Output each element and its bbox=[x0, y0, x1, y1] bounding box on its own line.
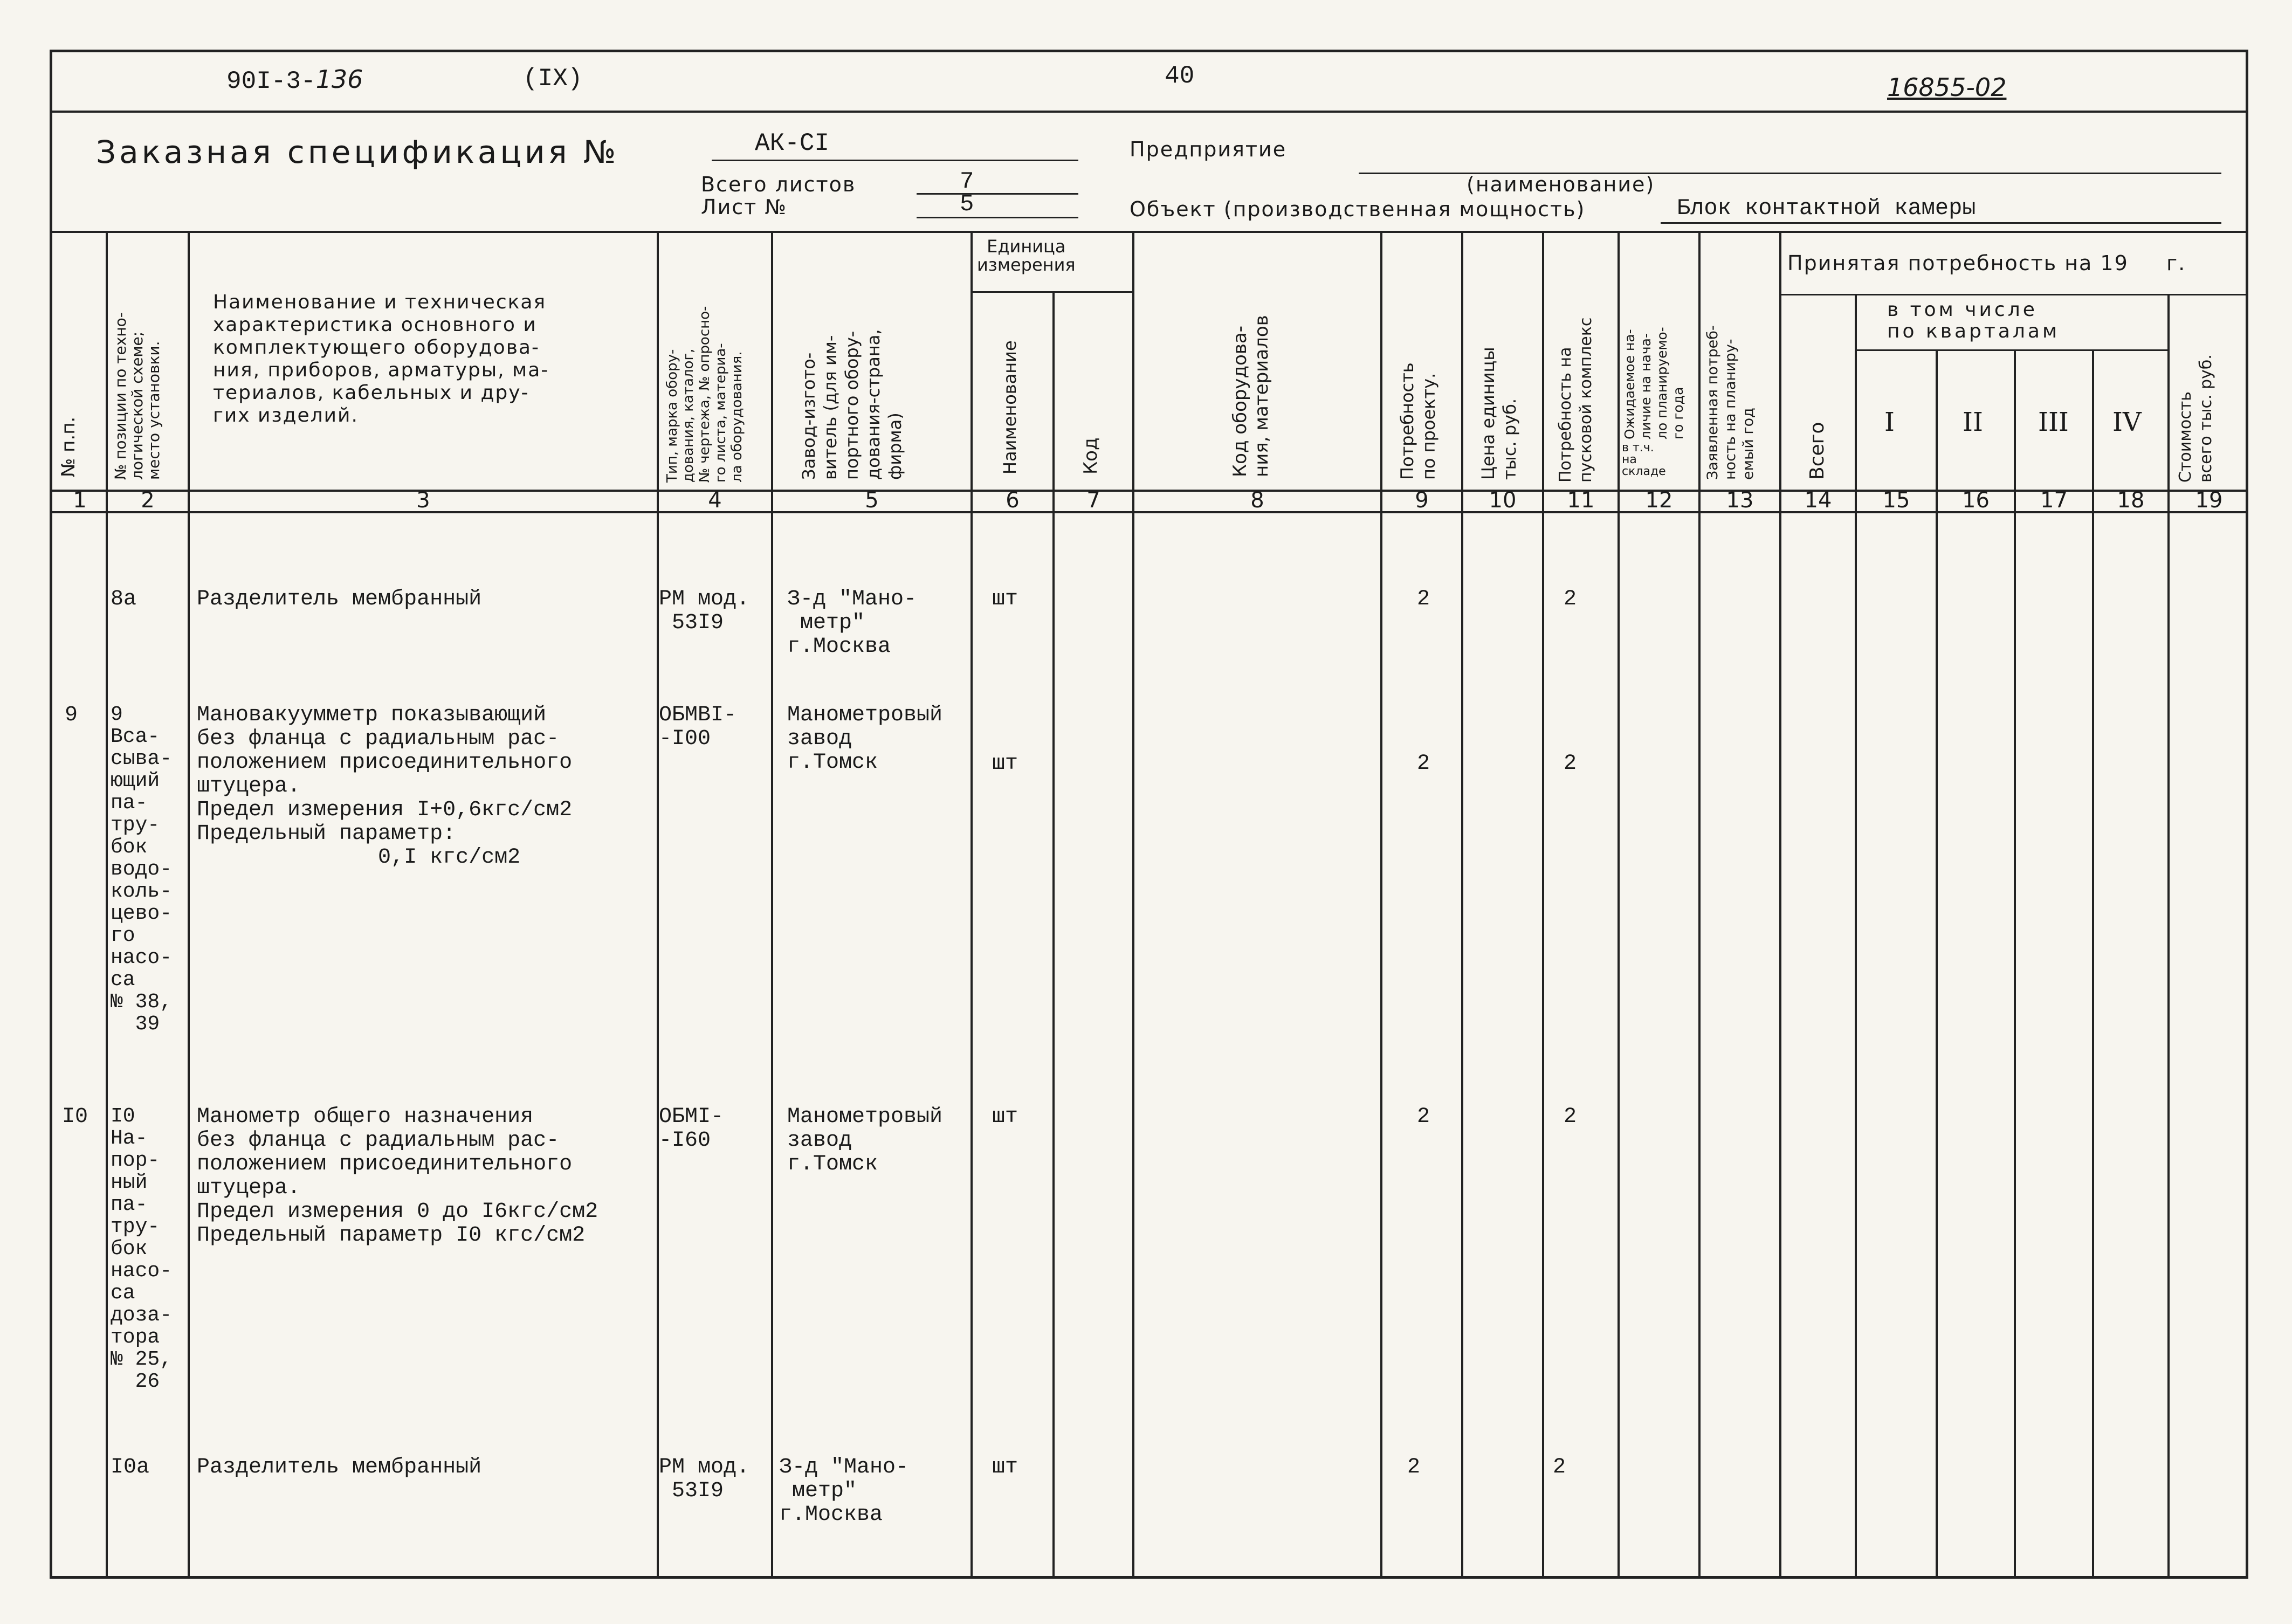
column-number: 19 bbox=[2195, 488, 2223, 513]
stamp-divider bbox=[50, 111, 2248, 113]
col-rule-3 bbox=[657, 231, 659, 1579]
col-rule-1 bbox=[106, 231, 108, 1579]
col-rule-17 bbox=[2092, 349, 2094, 1579]
table-row-3-name: Манометр общего назначения без фланца с радиальным рас- положением присоединительного штуцера. Предел измерения 0 до I6кгс/см2 Предельный параметр I0 кгс/см2 bbox=[197, 1105, 598, 1248]
object-value: Блок контактной камеры bbox=[1677, 195, 1976, 221]
sheets-total: 7 bbox=[960, 168, 974, 195]
col-rule-5 bbox=[971, 231, 973, 1579]
table-row-1-position: 8а bbox=[111, 587, 137, 611]
sheet-number-underline bbox=[917, 217, 1078, 218]
table-row-2-name: Мановакуумметр показывающий без фланца с радиальным рас- положением присоединительного штуцера. Предел измерения I+0,6кгс/см2 Предельный параметр: 0,I кгс/см2 bbox=[197, 703, 573, 870]
column-number: 3 bbox=[416, 488, 430, 513]
column-number: 4 bbox=[708, 488, 722, 513]
col-rule-9 bbox=[1461, 231, 1463, 1579]
col-rule-10 bbox=[1542, 231, 1544, 1579]
column-number: 9 bbox=[1415, 488, 1429, 513]
table-row-1-startup: 2 bbox=[1564, 587, 1577, 611]
table-top-border bbox=[50, 231, 2248, 233]
table-row-2-need: 2 bbox=[1417, 752, 1430, 776]
table-row-3-maker: Манометровый завод г.Томск bbox=[787, 1105, 943, 1176]
col-rule-16 bbox=[2014, 349, 2016, 1579]
table-row-2-unit: шт bbox=[992, 752, 1018, 776]
col-rule-18 bbox=[2167, 294, 2170, 1579]
table-row-3-unit: шт bbox=[992, 1105, 1018, 1129]
table-row-4-need: 2 bbox=[1407, 1455, 1421, 1480]
col-header-11: Потребность на пусковой комплекс bbox=[1556, 317, 1595, 483]
series-code-text: 90I-3- bbox=[226, 67, 316, 95]
table-row-1-maker: З-д "Мано- метр" г.Москва bbox=[787, 587, 917, 659]
col-header-17: III bbox=[2038, 407, 2069, 437]
accepted-divider bbox=[1779, 294, 2248, 295]
col-header-5: Завод-изгото- витель (для им- портного обору- дования-страна, фирма) bbox=[799, 329, 905, 480]
col-rule-2 bbox=[188, 231, 190, 1579]
col-header-12-sub: в т.ч. на складе bbox=[1622, 441, 1666, 478]
table-row-2-type: ОБМВI- -I00 bbox=[659, 703, 737, 751]
col-header-quarters-group: в том числе по кварталам bbox=[1887, 299, 2060, 342]
table-row-1-name: Разделитель мембранный bbox=[197, 587, 482, 611]
table-row-4-startup: 2 bbox=[1553, 1455, 1566, 1480]
col-header-8: Код оборудова- ния, материалов bbox=[1229, 315, 1272, 477]
table-row-2-maker: Манометровый завод г.Томск bbox=[787, 703, 943, 775]
table-row-2-position: 9 Вса- сыва- ющий па- тру- бок водо- коль- цево- го насо- са № 38, 39 bbox=[111, 703, 173, 1036]
col-header-16: II bbox=[1963, 407, 1983, 437]
column-number: 5 bbox=[865, 488, 879, 513]
column-number: 12 bbox=[1645, 488, 1673, 513]
column-number: 15 bbox=[1882, 488, 1910, 513]
column-number: 11 bbox=[1567, 488, 1595, 513]
table-row-1-unit: шт bbox=[992, 587, 1018, 611]
name-caption: (наименование) bbox=[1467, 173, 1655, 196]
table-row-3-need: 2 bbox=[1417, 1105, 1430, 1129]
column-number: 18 bbox=[2117, 488, 2145, 513]
col-header-9: Потребность по проекту. bbox=[1397, 362, 1439, 480]
col-header-2: № позиции по техно- логической схеме; место установки. bbox=[112, 312, 163, 480]
col-rule-14 bbox=[1855, 294, 1857, 1579]
page-number: 40 bbox=[1165, 62, 1195, 90]
sheet-number: 5 bbox=[960, 191, 974, 218]
enterprise-label: Предприятие bbox=[1130, 137, 1287, 161]
object-label: Объект (производственная мощность) bbox=[1130, 197, 1586, 221]
col-rule-11 bbox=[1618, 231, 1620, 1579]
spec-title: Заказная спецификация № bbox=[96, 134, 620, 170]
column-number: 10 bbox=[1489, 488, 1517, 513]
col-header-12: Ожидаемое на- личие на нача- ло планируемо- го года bbox=[1622, 327, 1686, 439]
table-row-3-num: I0 bbox=[62, 1105, 88, 1129]
column-number: 7 bbox=[1086, 488, 1100, 513]
col-rule-8 bbox=[1380, 231, 1382, 1579]
spec-number-underline bbox=[712, 160, 1078, 161]
column-number: 1 bbox=[73, 488, 87, 513]
object-underline bbox=[1661, 222, 2221, 224]
sheet-label: Лист № bbox=[701, 195, 787, 219]
table-row-2-startup: 2 bbox=[1564, 752, 1577, 776]
col-rule-15 bbox=[1936, 349, 1938, 1579]
col-header-10: Цена единицы тыс. руб. bbox=[1478, 347, 1520, 480]
col-header-3: Наименование и техническая характеристика основного и комплектующего оборудова- ния, приборов, арматуры, ма- териалов, кабельных и дру- гих изделий. bbox=[213, 291, 549, 426]
table-row-4-type: РМ мод. 53I9 bbox=[659, 1455, 750, 1503]
col-rule-4 bbox=[771, 231, 773, 1579]
table-row-3-type: ОБМI- -I60 bbox=[659, 1105, 724, 1153]
col-header-6: Наименование bbox=[1000, 340, 1020, 474]
table-row-3-startup: 2 bbox=[1564, 1105, 1577, 1129]
col-header-19: Стоимость всего тыс. руб. bbox=[2176, 354, 2215, 483]
col-header-18: IV bbox=[2112, 407, 2142, 437]
col-header-unit-group: Единица измерения bbox=[977, 236, 1076, 275]
table-row-4-maker: З-д "Мано- метр" г.Москва bbox=[779, 1455, 909, 1527]
col-rule-13 bbox=[1779, 231, 1781, 1579]
column-number: 13 bbox=[1726, 488, 1754, 513]
col-header-accepted: Принятая потребность на 19 г. bbox=[1787, 251, 2186, 275]
table-row-4-position: I0а bbox=[111, 1455, 150, 1480]
unit-group-divider bbox=[971, 291, 1132, 293]
col-header-14: Всего bbox=[1806, 422, 1828, 480]
col-rule-12 bbox=[1698, 231, 1701, 1579]
table-row-2-num: 9 bbox=[65, 703, 78, 727]
table-row-4-unit: шт bbox=[992, 1455, 1018, 1480]
col-header-1: № п.п. bbox=[58, 416, 79, 477]
spec-number: АК-CI bbox=[755, 129, 830, 157]
archive-number: 16855-02 bbox=[1887, 73, 2007, 102]
col-header-15: I bbox=[1884, 407, 1895, 437]
series-code bbox=[226, 65, 363, 95]
table-row-1-type: РМ мод. 53I9 bbox=[659, 587, 750, 635]
col-header-13: Заявленная потреб- ность на планиру- емый год bbox=[1704, 325, 1757, 480]
series-code-handwritten: 136 bbox=[315, 65, 363, 94]
sheets-total-label: Всего листов bbox=[701, 173, 856, 196]
table-row-4-name: Разделитель мембранный bbox=[197, 1455, 482, 1480]
column-number: 17 bbox=[2040, 488, 2068, 513]
column-number: 14 bbox=[1804, 488, 1832, 513]
table-row-3-position: I0 На- пор- ный па- тру- бок насо- са доза- тора № 25, 26 bbox=[111, 1105, 173, 1393]
col-header-7: Код bbox=[1080, 437, 1102, 474]
column-number: 2 bbox=[141, 488, 155, 513]
table-row-1-need: 2 bbox=[1417, 587, 1430, 611]
column-number: 16 bbox=[1962, 488, 1990, 513]
column-number: 8 bbox=[1250, 488, 1264, 513]
volume-number: (IX) bbox=[523, 65, 583, 93]
col-rule-6 bbox=[1052, 291, 1055, 1579]
col-header-4: Тип, марка обору- дования, каталог, № чертежа, № опросно- го листа, материа- ла оборудования. bbox=[664, 306, 745, 483]
col-rule-7 bbox=[1132, 231, 1134, 1579]
column-number: 6 bbox=[1006, 488, 1020, 513]
sheets-total-underline bbox=[917, 193, 1078, 195]
quarters-divider bbox=[1855, 349, 2167, 351]
